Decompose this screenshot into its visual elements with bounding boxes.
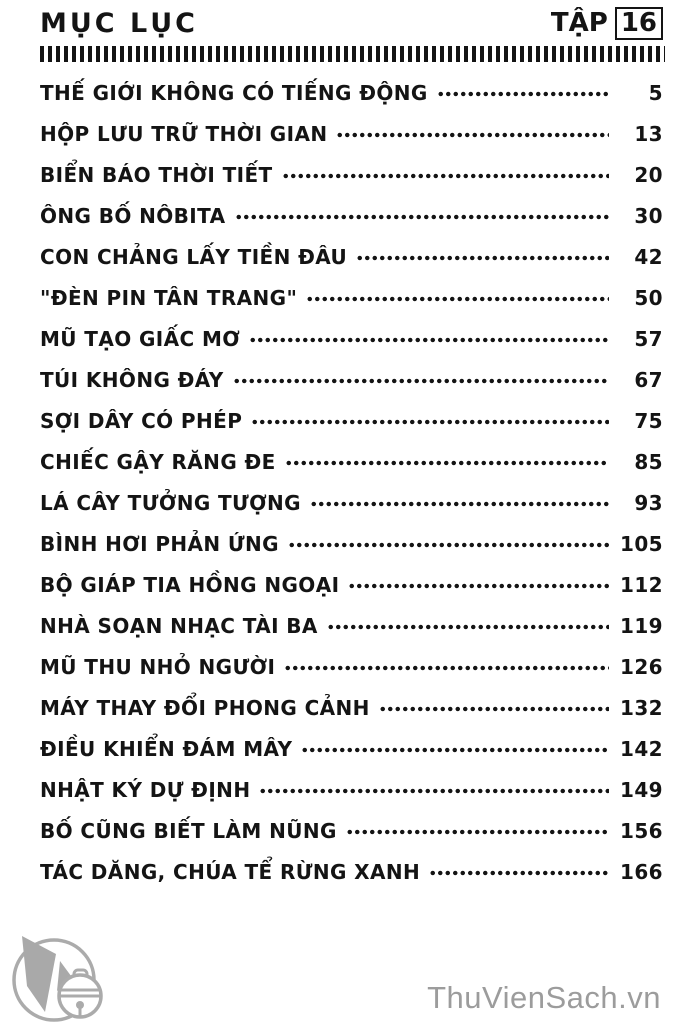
toc-entry-title: NHẬT KÝ DỰ ĐỊNH — [40, 777, 251, 802]
toc-entry — [40, 482, 663, 523]
dotted-leader — [288, 542, 609, 548]
toc-entry-title: THẾ GIỚI KHÔNG CÓ TIẾNG ĐỘNG — [40, 80, 428, 105]
toc-entry-page: 13 — [634, 121, 663, 146]
toc-entry — [40, 810, 663, 851]
toc-entry — [40, 687, 663, 728]
dotted-leader — [348, 583, 609, 589]
toc-entry-page: 105 — [620, 531, 663, 556]
dotted-leader — [282, 173, 609, 179]
toc-entry — [40, 564, 663, 605]
toc-entry-title: TÁC DĂNG, CHÚA TỂ RỪNG XANH — [40, 859, 421, 884]
toc-entry — [40, 72, 663, 113]
toc-entry-page: 156 — [620, 818, 663, 843]
toc-entry — [40, 441, 663, 482]
toc-entry-page: 67 — [634, 367, 663, 392]
toc-entry — [40, 523, 663, 564]
toc-entry-title: HỘP LƯU TRỮ THỜI GIAN — [40, 121, 328, 146]
toc-entry-page: 30 — [634, 203, 663, 228]
dotted-leader — [235, 214, 609, 220]
toc-list — [40, 72, 663, 892]
toc-entry-title: BỘ GIÁP TIA HỒNG NGOẠI — [40, 572, 340, 597]
toc-entry-title: NHÀ SOẠN NHẠC TÀI BA — [40, 613, 318, 638]
toc-entry-title: CHIẾC GẬY RĂNG ĐE — [40, 449, 276, 474]
toc-entry-page: 42 — [634, 244, 663, 269]
toc-entry-page: 142 — [620, 736, 663, 761]
toc-entry-title: "ĐÈN PIN TÂN TRANG" — [40, 285, 298, 310]
site-watermark: ThuVienSach.vn — [427, 980, 661, 1015]
toc-entry-page: 5 — [648, 80, 663, 105]
toc-entry-page: 57 — [634, 326, 663, 351]
toc-entry-title: ĐIỀU KHIỂN ĐÁM MÂY — [40, 736, 293, 761]
toc-entry-title: TÚI KHÔNG ĐÁY — [40, 367, 224, 392]
page-header — [40, 4, 663, 42]
dotted-leader — [306, 296, 609, 302]
doraemon-bell-logo-icon — [0, 928, 114, 1024]
toc-entry — [40, 154, 663, 195]
toc-entry-title: ÔNG BỐ NÔBITA — [40, 203, 226, 228]
dotted-leader — [249, 337, 609, 343]
dotted-leader — [429, 870, 609, 876]
volume-label: TẬP — [550, 8, 608, 38]
toc-entry-page: 75 — [634, 408, 663, 433]
dotted-leader — [310, 501, 609, 507]
dotted-leader — [437, 91, 609, 97]
toc-entry-title: MŨ THU NHỎ NGƯỜI — [40, 654, 276, 679]
dotted-leader — [259, 788, 609, 794]
volume-indicator — [551, 7, 663, 40]
toc-entry-title: MŨ TẠO GIẤC MƠ — [40, 326, 241, 351]
toc-entry-page: 112 — [620, 572, 663, 597]
toc-entry-page: 20 — [634, 162, 663, 187]
toc-entry-page: 132 — [620, 695, 663, 720]
dotted-leader — [285, 460, 609, 466]
toc-entry-title: LÁ CÂY TƯỞNG TƯỢNG — [40, 490, 301, 515]
toc-entry — [40, 605, 663, 646]
toc-entry — [40, 728, 663, 769]
dotted-leader — [327, 624, 609, 630]
toc-entry-page: 119 — [620, 613, 663, 638]
toc-entry-page: 93 — [634, 490, 663, 515]
dotted-leader — [346, 829, 609, 835]
striped-divider — [40, 46, 665, 62]
page-title: MỤC LỤC — [40, 7, 198, 39]
dotted-leader — [356, 255, 609, 261]
toc-entry-title: SỢI DÂY CÓ PHÉP — [40, 408, 243, 433]
toc-entry-page: 166 — [620, 859, 663, 884]
toc-entry-page: 85 — [634, 449, 663, 474]
toc-entry — [40, 318, 663, 359]
toc-entry — [40, 769, 663, 810]
toc-entry-title: BÌNH HƠI PHẢN ỨNG — [40, 531, 279, 556]
toc-entry-page: 149 — [620, 777, 663, 802]
toc-entry — [40, 400, 663, 441]
toc-entry — [40, 236, 663, 277]
toc-entry — [40, 359, 663, 400]
toc-entry — [40, 277, 663, 318]
dotted-leader — [284, 665, 609, 671]
toc-entry — [40, 646, 663, 687]
dotted-leader — [336, 132, 609, 138]
toc-entry — [40, 113, 663, 154]
toc-entry-title: BIỂN BÁO THỜI TIẾT — [40, 162, 273, 187]
toc-entry-title: BỐ CŨNG BIẾT LÀM NŨNG — [40, 818, 337, 843]
dotted-leader — [233, 378, 609, 384]
dotted-leader — [301, 747, 609, 753]
toc-entry-page: 126 — [620, 654, 663, 679]
toc-entry-page: 50 — [634, 285, 663, 310]
toc-entry — [40, 195, 663, 236]
dotted-leader — [251, 419, 609, 425]
toc-entry-title: CON CHẢNG LẤY TIỀN ĐÂU — [40, 244, 348, 269]
dotted-leader — [379, 706, 609, 712]
toc-entry-title: MÁY THAY ĐỔI PHONG CẢNH — [40, 695, 370, 720]
toc-entry — [40, 851, 663, 892]
volume-number: 16 — [615, 7, 663, 40]
